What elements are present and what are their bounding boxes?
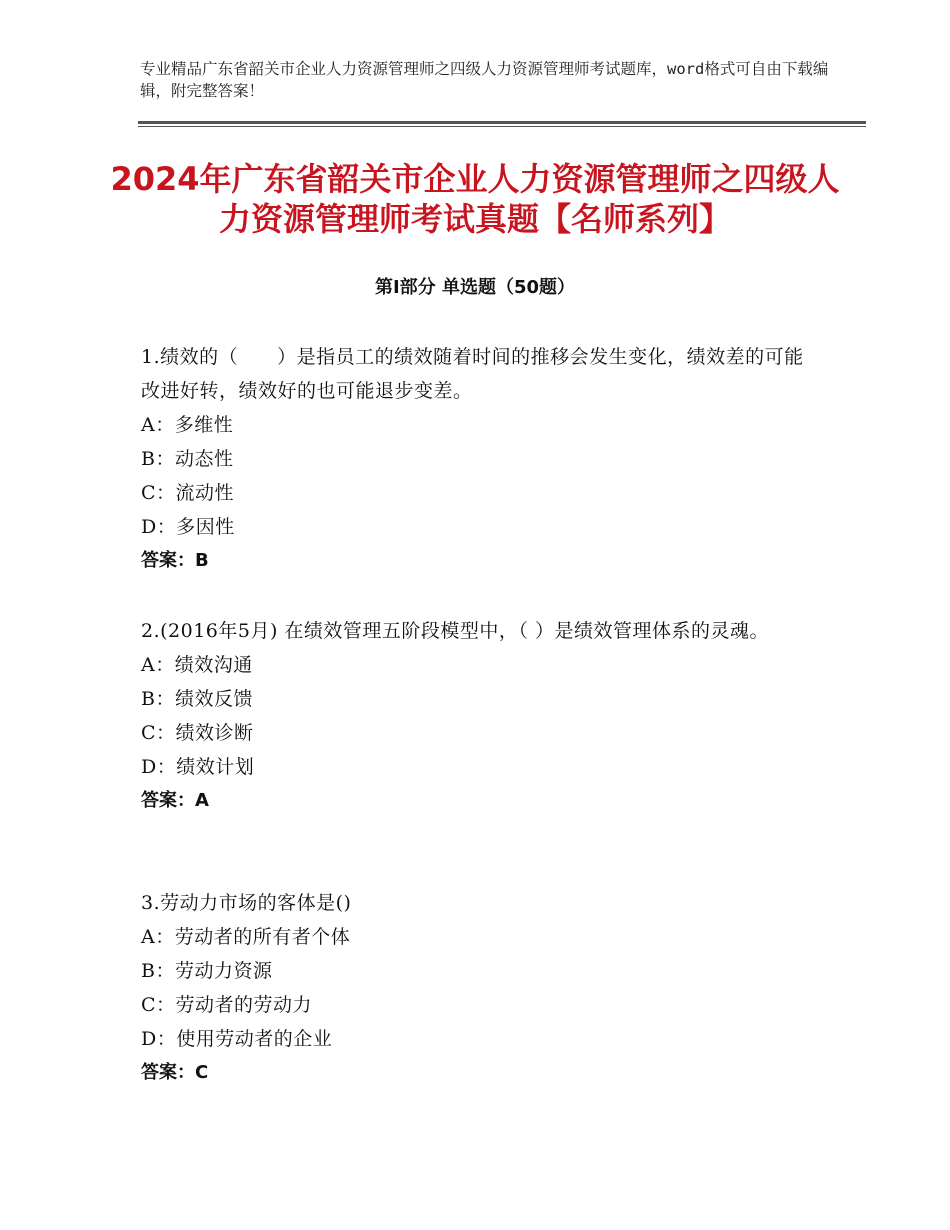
question-stem: 1.绩效的（ ）是指员工的绩效随着时间的推移会发生变化，绩效差的可能改进好转，绩效好的也可能退步变差。 — [141, 346, 804, 402]
document-title: 2024年广东省韶关市企业人力资源管理师之四级人力资源管理师考试真题【名师系列】 — [110, 160, 840, 238]
header-note: 专业精品广东省韶关市企业人力资源管理师之四级人力资源管理师考试题库，word格式可自由下载编辑，附完整答案！ — [140, 60, 829, 100]
option-b: B：劳动力资源 — [141, 960, 273, 982]
option-a: A：多维性 — [141, 414, 234, 436]
option-d: D：绩效计划 — [141, 756, 255, 778]
option-b: B：动态性 — [141, 448, 234, 470]
question-stem: 2.(2016年5月) 在绩效管理五阶段模型中，（ ）是绩效管理体系的灵魂。 — [141, 620, 769, 642]
question-2 — [141, 614, 811, 818]
answer-line: 答案：A — [141, 790, 209, 811]
answer-line: 答案：B — [141, 550, 209, 571]
option-d: D：多因性 — [141, 516, 235, 538]
header-rule-thin — [138, 126, 866, 127]
option-c: C：劳动者的劳动力 — [141, 994, 313, 1016]
header-rule-thick — [138, 121, 866, 124]
option-b: B：绩效反馈 — [141, 688, 253, 710]
option-a: A：绩效沟通 — [141, 654, 253, 676]
option-c: C：流动性 — [141, 482, 235, 504]
option-d: D：使用劳动者的企业 — [141, 1028, 333, 1050]
option-c: C：绩效诊断 — [141, 722, 254, 744]
question-stem: 3.劳动力市场的客体是() — [141, 892, 352, 914]
answer-line: 答案：C — [141, 1062, 209, 1083]
question-3 — [141, 886, 811, 1090]
section-heading: 第Ⅰ部分 单选题（50题） — [374, 277, 575, 298]
option-a: A：劳动者的所有者个体 — [141, 926, 351, 948]
question-1 — [141, 340, 811, 578]
